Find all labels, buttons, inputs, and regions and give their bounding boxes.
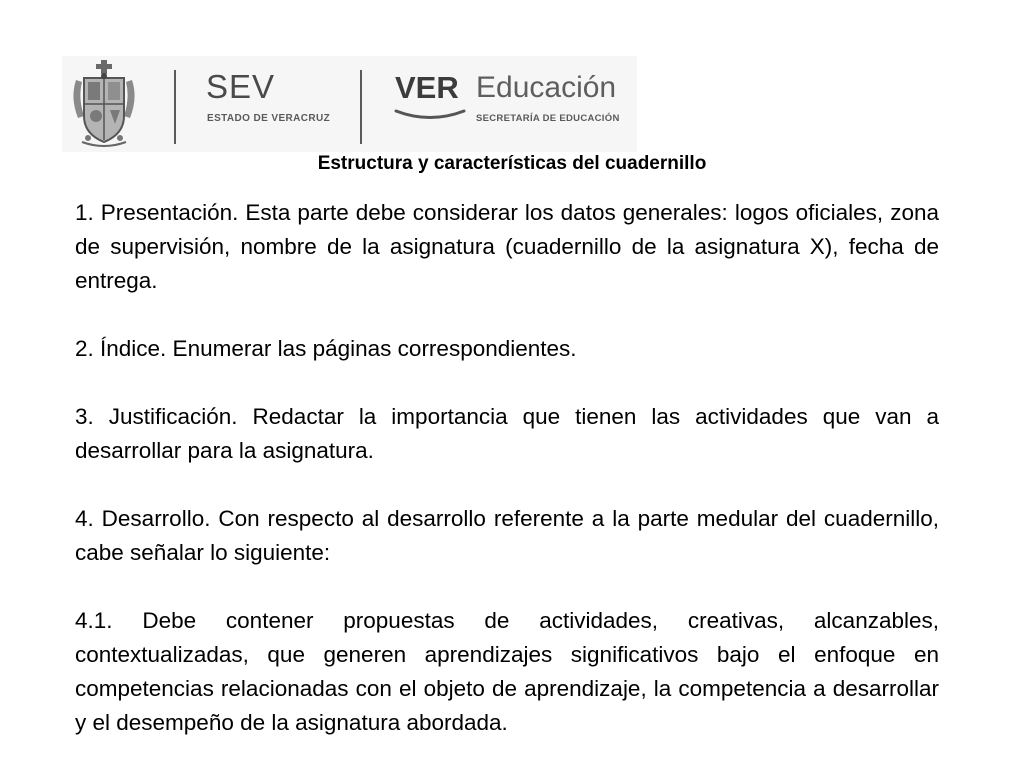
paragraph-presentacion: 1. Presentación. Esta parte debe considerar los datos generales: logos oficiales, zona de supervisión, nombre de la asignatura (cuadernillo de la asignatura X), fecha de entrega. [75,200,939,293]
ver-swoosh-icon [394,108,466,122]
ver-logo-educacion: Educación [476,71,617,104]
document-title: Estructura y características del cuadernillo [317,153,707,174]
sev-logo-subtitle: ESTADO DE VERACRUZ [207,113,331,124]
header-logos [62,56,637,152]
paragraph-desarrollo-4-1: 4.1. Debe contener propuestas de actividades, creativas, alcanzables, contextualizadas, que generen aprendizajes significativos bajo el enfoque en competencias relacionadas con el objeto de aprendizaje, la competencia a desarrollar y el desempeño de la asignatura abordada. [75,608,939,735]
ver-logo-subtitle: SECRETARÍA DE EDUCACIÓN [476,113,620,124]
veracruz-coat-of-arms-icon [68,58,140,150]
paragraph-indice: 2. Índice. Enumerar las páginas correspondientes. [75,336,577,361]
document-body [75,196,939,740]
logo-divider [360,70,362,144]
sev-logo-title: SEV [206,68,276,105]
ver-logo-mark: VER [395,70,459,105]
logo-divider [174,70,176,144]
paragraph-justificacion: 3. Justificación. Redactar la importancia que tienen las actividades que van a desarrollar para la asignatura. [75,404,939,463]
paragraph-desarrollo: 4. Desarrollo. Con respecto al desarrollo referente a la parte medular del cuadernillo, cabe señalar lo siguiente: [75,506,939,565]
